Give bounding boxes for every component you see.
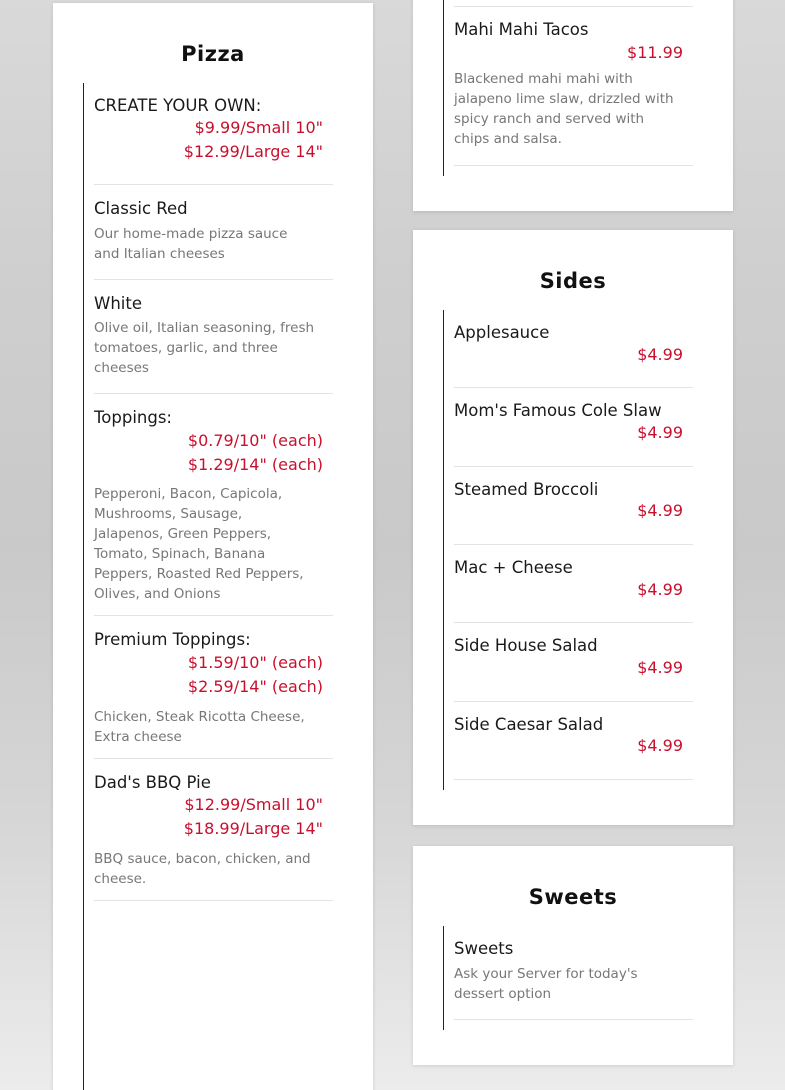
menu-item-price-small: $12.99/Small 10": [184, 795, 323, 814]
menu-item-divider: [454, 701, 693, 702]
menu-item-dads-bbq-pie: [94, 773, 323, 903]
menu-item-divider: [454, 387, 693, 388]
menu-item-side-house-salad: [454, 636, 683, 696]
pizza-menu-card: [53, 3, 373, 1090]
menu-item-name: Side Caesar Salad: [454, 715, 604, 734]
menu-item-toppings: [94, 408, 323, 618]
menu-item-divider: [94, 184, 333, 185]
menu-item-divider: [454, 622, 693, 623]
sweets-section-title: Sweets: [528, 885, 618, 909]
menu-item-name: Mac + Cheese: [454, 558, 573, 577]
sides-section-title: Sides: [539, 269, 607, 293]
menu-item-divider: [94, 615, 333, 616]
pizza-section-title: Pizza: [181, 42, 245, 66]
menu-item-description: BBQ sauce, bacon, chicken, and cheese.: [94, 851, 311, 887]
menu-item-sweets: [454, 939, 683, 1009]
menu-item-price: $4.99: [637, 580, 683, 599]
menu-item-divider: [454, 544, 693, 545]
menu-item-name: Sweets: [454, 939, 514, 958]
menu-item-divider: [94, 279, 333, 280]
sides-section-rule: [443, 310, 444, 790]
menu-item-price-large: $18.99/Large 14": [183, 819, 323, 838]
sweets-menu-card: [413, 846, 733, 1065]
menu-item-name: Steamed Broccoli: [454, 480, 599, 499]
menu-item-price-small: $1.59/10" (each): [187, 653, 323, 672]
menu-item-name: Premium Toppings:: [94, 630, 251, 649]
menu-item-price-small: $0.79/10" (each): [187, 431, 323, 450]
menu-item-side-caesar-salad: [454, 715, 683, 775]
pizza-section-rule: [83, 83, 84, 1090]
menu-item-price: $4.99: [637, 658, 683, 677]
menu-item-description: Chicken, Steak Ricotta Cheese, Extra cheese: [94, 709, 305, 745]
menu-item-mahi-mahi-tacos: [454, 20, 683, 160]
menu-item-description: Pepperoni, Bacon, Capicola, Mushrooms, Sausage, Jalapenos, Green Peppers, Tomato, Spinach, Banana Peppers, Roasted Red Peppers, Olives, and Onions: [94, 486, 304, 602]
menu-item-moms-famous-cole-slaw: [454, 401, 683, 461]
menu-item-divider: [454, 165, 693, 166]
menu-item-divider: [94, 758, 333, 759]
menu-item-name: Mahi Mahi Tacos: [454, 20, 589, 39]
menu-item-classic-red: [94, 199, 323, 279]
menu-item-price: $4.99: [637, 736, 683, 755]
menu-item-divider: [454, 1019, 693, 1020]
menu-item-price: $11.99: [627, 43, 683, 62]
menu-item-divider: [94, 900, 333, 901]
menu-item-price: $4.99: [637, 423, 683, 442]
menu-item-price-large: $2.59/14" (each): [187, 677, 323, 696]
sweets-section-rule: [443, 926, 444, 1030]
menu-item-price-small: $9.99/Small 10": [194, 118, 323, 137]
menu-item-description: Ask your Server for today's dessert option: [454, 966, 638, 1002]
menu-item-name: Dad's BBQ Pie: [94, 773, 211, 792]
menu-item-description: Our home-made pizza sauce and Italian cheeses: [94, 226, 288, 262]
menu-item-white: [94, 294, 323, 394]
menu-item-price-large: $1.29/14" (each): [187, 455, 323, 474]
menu-item-create-your-own: [94, 96, 323, 186]
menu-item-name: Mom's Famous Cole Slaw: [454, 401, 662, 420]
menu-item-price: $4.99: [637, 501, 683, 520]
menu-item-name: Toppings:: [94, 408, 172, 427]
menu-item-steamed-broccoli: [454, 480, 683, 540]
menu-item-premium-toppings: [94, 630, 323, 760]
menu-item-price-large: $12.99/Large 14": [183, 142, 323, 161]
menu-item-mac-cheese: [454, 558, 683, 618]
menu-item-name: Classic Red: [94, 199, 188, 218]
sides-menu-card: [413, 230, 733, 825]
menu-item-divider: [454, 466, 693, 467]
menu-item-name: CREATE YOUR OWN:: [94, 96, 262, 115]
menu-item-applesauce: [454, 323, 683, 383]
menu-item-divider: [94, 393, 333, 394]
menu-item-description: Olive oil, Italian seasoning, fresh tomatoes, garlic, and three cheeses: [94, 320, 315, 376]
menu-item-name: Side House Salad: [454, 636, 598, 655]
menu-item-divider: [454, 6, 693, 7]
tacos-menu-card: [413, 0, 733, 211]
menu-item-name: White: [94, 294, 142, 313]
menu-item-divider: [454, 779, 693, 780]
menu-item-price: $4.99: [637, 345, 683, 364]
menu-item-description: Blackened mahi mahi with jalapeno lime slaw, drizzled with spicy ranch and served with chips and salsa.: [454, 71, 674, 147]
menu-item-name: Applesauce: [454, 323, 550, 342]
tacos-section-rule: [443, 0, 444, 176]
